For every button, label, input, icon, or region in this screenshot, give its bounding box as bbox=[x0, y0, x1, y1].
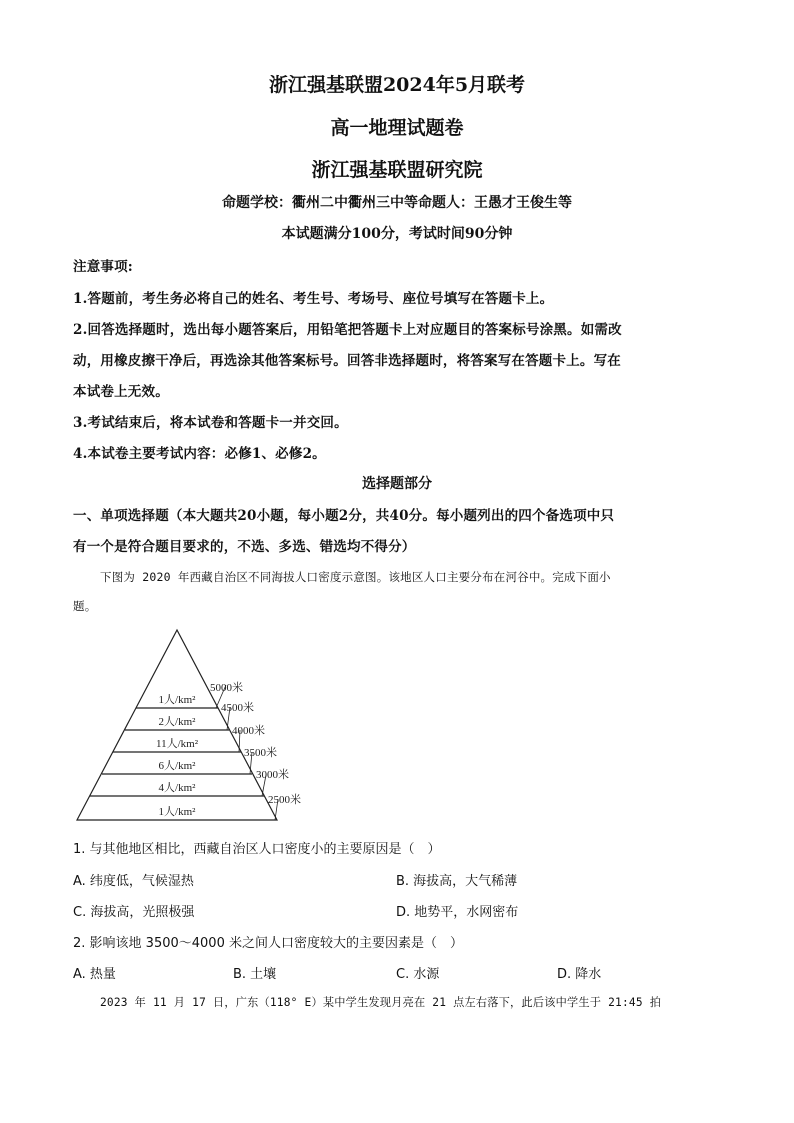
score-time-line: 本试题满分100分，考试时间90分钟 bbox=[281, 226, 513, 242]
note-1: 1.答题前，考生务必将自己的姓名、考生号、考场号、座位号填写在答题卡上。 bbox=[73, 291, 554, 307]
exam-title: 浙江强基联盟2024年5月联考 bbox=[268, 74, 526, 96]
q2-option-b[interactable]: B. 土壤 bbox=[233, 967, 277, 982]
altitude-5000: 5000米 bbox=[210, 682, 243, 694]
note-2b: 动，用橡皮擦干净后，再选涂其他答案标号。回答非选择题时，将答案写在答题卡上。写在 bbox=[73, 353, 621, 369]
altitude-3000: 3000米 bbox=[256, 769, 289, 781]
institute-name: 浙江强基联盟研究院 bbox=[311, 159, 483, 181]
q1-option-a[interactable]: A. 纬度低，气候湿热 bbox=[73, 874, 194, 889]
exam-subtitle: 高一地理试题卷 bbox=[330, 117, 464, 139]
band-density-4: 6人/km² bbox=[158, 760, 196, 772]
population-density-pyramid bbox=[70, 625, 330, 830]
part1-line-a: 一、单项选择题（本大题共20小题，每小题2分，共40分。每小题列出的四个备选项中只 bbox=[73, 508, 615, 524]
band-density-2: 2人/km² bbox=[158, 716, 196, 728]
altitude-4500: 4500米 bbox=[221, 702, 254, 714]
altitude-2500: 2500米 bbox=[268, 794, 301, 806]
q2-option-d[interactable]: D. 降水 bbox=[557, 967, 602, 982]
q2-option-a[interactable]: A. 热量 bbox=[73, 967, 116, 982]
q1-option-d[interactable]: D. 地势平，水网密布 bbox=[396, 905, 519, 920]
q1-stem: 1. 与其他地区相比，西藏自治区人口密度小的主要原因是（ ） bbox=[73, 842, 441, 857]
altitude-3500: 3500米 bbox=[244, 747, 277, 759]
section-title: 选择题部分 bbox=[362, 476, 432, 492]
next-passage-line: 2023 年 11 月 17 日，广东（118° E）某中学生发现月亮在 21 点左右落下，此后该中学生于 21:45 拍 bbox=[100, 996, 662, 1009]
q1-option-c[interactable]: C. 海拔高，光照极强 bbox=[73, 905, 195, 920]
figure-intro-line2: 题。 bbox=[73, 599, 97, 613]
figure-intro-line1: 下图为 2020 年西藏自治区不同海拔人口密度示意图。该地区人口主要分布在河谷中。完成下面小 bbox=[100, 570, 611, 584]
note-4: 4.本试卷主要考试内容：必修1、必修2。 bbox=[73, 446, 326, 462]
note-2a: 2.回答选择题时，选出每小题答案后，用铅笔把答题卡上对应题目的答案标号涂黑。如需改 bbox=[73, 322, 622, 338]
altitude-4000: 4000米 bbox=[232, 725, 265, 737]
note-2c: 本试卷上无效。 bbox=[73, 384, 169, 400]
q2-stem: 2. 影响该地 3500～4000 米之间人口密度较大的主要因素是（ ） bbox=[73, 936, 463, 951]
q1-option-b[interactable]: B. 海拔高，大气稀薄 bbox=[396, 874, 518, 889]
band-density-1: 1人/km² bbox=[158, 694, 196, 706]
notes-heading: 注意事项: bbox=[73, 259, 133, 275]
part1-line-b: 有一个是符合题目要求的，不选、多选、错选均不得分） bbox=[73, 539, 416, 555]
authors-line: 命题学校：衢州二中衢州三中等命题人：王愚才王俊生等 bbox=[222, 195, 572, 211]
q2-option-c[interactable]: C. 水源 bbox=[396, 967, 440, 982]
band-density-3: 11人/km² bbox=[155, 738, 199, 750]
note-3: 3.考试结束后，将本试卷和答题卡一并交回。 bbox=[73, 415, 348, 431]
band-density-5: 4人/km² bbox=[158, 782, 196, 794]
band-density-6: 1人/km² bbox=[158, 806, 196, 818]
